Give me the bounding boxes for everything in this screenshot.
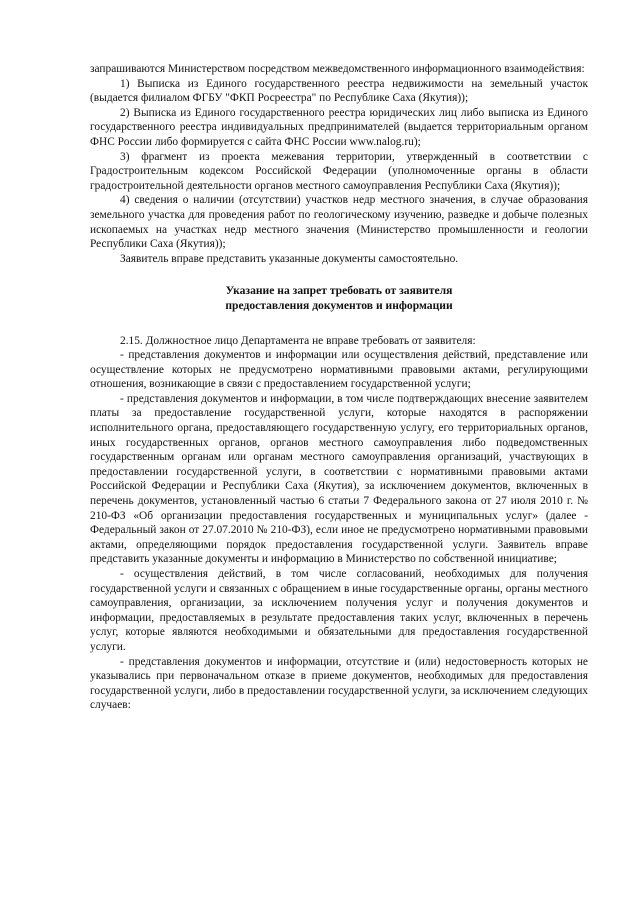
spacer xyxy=(90,314,588,334)
prohibition-item-3: - осуществления действий, в том числе согласований, необходимых для получения государственной услуги и связанных с обращением в иные государственные органы, органы местного самоуправления, организации, за исключением получения услуг и получения документов и информации, предоставляемых в результате предоставления таких услуг, включенных в перечень услуг, которые являются необходимыми и обязательными для предоставления государственной услуги. xyxy=(90,568,588,653)
section-heading-line-1: Указание на запрет требовать от заявителя xyxy=(225,284,453,298)
list-item-1: 1) Выписка из Единого государственного реестра недвижимости на земельный участок (выдается филиалом ФГБУ "ФКП Росреестра" по Республике Саха (Якутия)); xyxy=(90,77,588,105)
list-item-3: 3) фрагмент из проекта межевания территории, утвержденный в соответствии с Градостроительным кодексом Российской Федерации (уполномоченные органы в области градостроительной деятельности органов местного самоуправления Республики Саха (Якутия)); xyxy=(90,150,588,192)
list-item-2: 2) Выписка из Единого государственного реестра юридических лиц либо выписка из Единого государственного реестра индивидуальных предпринимателей (выдается территориальным органом ФНС России либо формируется с сайта ФНС России www.nalog.ru); xyxy=(90,106,588,148)
intro-paragraph: запрашиваются Министерством посредством межведомственного информационного взаимодействия: xyxy=(90,63,585,75)
list-item-4: 4) сведения о наличии (отсутствии) участков недр местного значения, в случае образования земельного участка для проведения работ по геологическому изучению, разведке и добыче полезных ископаемых на участках недр местного значения (Министерство промышленности и геологии Республики Саха (Якутия)); xyxy=(90,194,588,251)
clause-2-15: 2.15. Должностное лицо Департамента не вправе требовать от заявителя: xyxy=(120,334,476,347)
section-heading-line-2: предоставления документов и информации xyxy=(225,298,453,312)
prohibition-item-4: - представления документов и информации, отсутствие и (или) недостоверность которых не указывались при первоначальном отказе в приеме документов, необходимых для предоставления государственной услуги, либо в предоставлении государственной услуги, за исключением следующих случаев: xyxy=(90,655,588,712)
prohibition-item-2: - представления документов и информации, в том числе подтверждающих внесение заявителем платы за предоставление государственной услуги, которые находятся в распоряжении исполнительного органа, предоставляющего государственную услугу, его территориальных органов, иных государственных органов, органов местного самоуправления либо подведомственных государственным органам или органам местного самоуправления организаций, участвующих в предоставлении государственной услуги, в соответствии с нормативными правовыми актами Российской Федерации и Республики Саха (Якутия), за исключением документов, включенных в перечень документов, установленный частью 6 статьи 7 Федерального закона от 27 июля 2010 г. № 210-ФЗ «Об организации предоставления государственных и муниципальных услуг» (далее - Федеральный закон от 27.07.2010 № 210-ФЗ), если иное не предусмотрено нормативными правовыми актами, определяющими порядок предоставления государственной услуги. Заявитель вправе представить указанные документы и информацию в Министерство по собственной инициативе; xyxy=(90,392,588,566)
spacer xyxy=(90,266,588,284)
applicant-note: Заявитель вправе представить указанные документы самостоятельно. xyxy=(120,252,459,265)
prohibition-item-1: - представления документов и информации или осуществления действий, представление или осуществление которых не предусмотрено нормативными правовыми актами, регулирующими отношения, возникающие в связи с предоставлением государственной услуги; xyxy=(90,349,588,391)
